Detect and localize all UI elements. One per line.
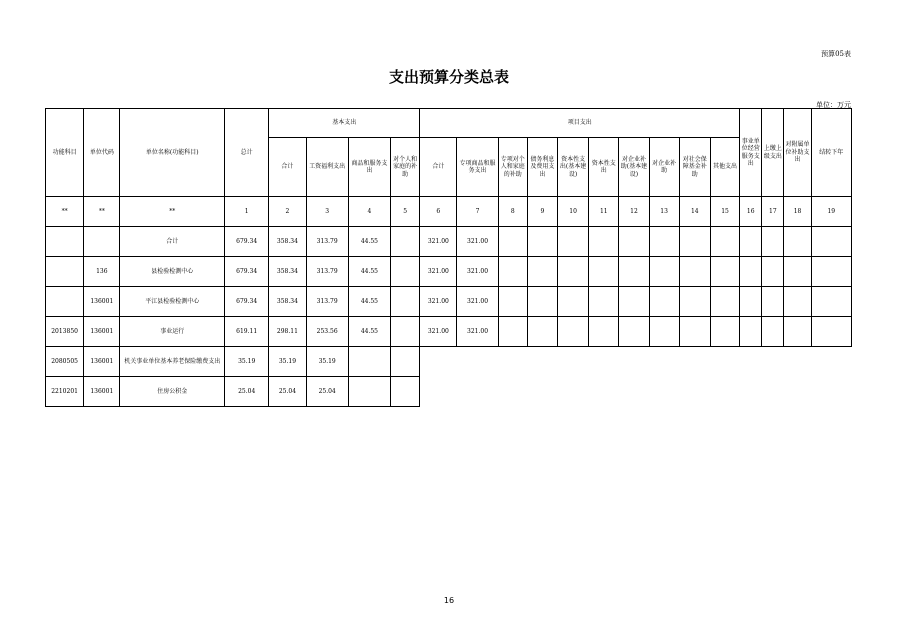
index-row	[46, 197, 852, 227]
header-total: 总计	[225, 109, 269, 197]
index-cell: 8	[498, 197, 527, 227]
empty-cell	[649, 227, 679, 257]
index-cell: 12	[619, 197, 649, 227]
wage-cell: 313.79	[306, 287, 348, 317]
project-goods-cell: 321.00	[457, 227, 498, 257]
unit-code-cell: 136001	[84, 317, 120, 347]
header-project-debt: 债务利息及费用支出	[527, 138, 557, 197]
project-total-cell: 321.00	[420, 287, 457, 317]
func-subject-cell: 2210201	[46, 377, 84, 407]
index-cell: **	[46, 197, 84, 227]
project-goods-cell: 321.00	[457, 287, 498, 317]
goods-cell: 44.55	[348, 287, 390, 317]
unit-name-cell: 合计	[120, 227, 225, 257]
empty-cell	[498, 257, 527, 287]
project-goods-cell: 321.00	[457, 317, 498, 347]
index-cell: 17	[762, 197, 784, 227]
empty-cell	[679, 317, 710, 347]
index-cell: 13	[649, 197, 679, 227]
header-unit-name: 单位名称(功能科目)	[120, 109, 225, 197]
header-basic-wage: 工资福利支出	[306, 138, 348, 197]
header-project-personal: 专项对个人和家庭的补助	[498, 138, 527, 197]
func-subject-cell	[46, 287, 84, 317]
empty-cell	[391, 227, 420, 257]
empty-cell	[710, 257, 739, 287]
empty-cell	[619, 227, 649, 257]
index-cell: 6	[420, 197, 457, 227]
empty-cell	[740, 257, 762, 287]
table-row	[46, 347, 852, 377]
func-subject-cell: 2080505	[46, 347, 84, 377]
empty-cell	[457, 347, 498, 377]
empty-cell	[527, 317, 557, 347]
project-total-cell: 321.00	[420, 257, 457, 287]
empty-cell	[619, 287, 649, 317]
func-subject-cell: 2013850	[46, 317, 84, 347]
empty-cell	[811, 317, 851, 347]
empty-cell	[762, 227, 784, 257]
goods-cell	[348, 347, 390, 377]
header-biz-op: 事业单位经营服务支出	[740, 109, 762, 197]
basic-total-cell: 25.04	[269, 377, 306, 407]
total-cell: 35.19	[225, 347, 269, 377]
empty-cell	[391, 257, 420, 287]
unit-name-cell: 事业运行	[120, 317, 225, 347]
empty-cell	[498, 287, 527, 317]
empty-cell	[710, 287, 739, 317]
basic-total-cell: 298.11	[269, 317, 306, 347]
empty-cell	[740, 317, 762, 347]
unit-code-cell: 136001	[84, 287, 120, 317]
empty-cell	[619, 257, 649, 287]
header-upper: 上缴上级支出	[762, 109, 784, 197]
empty-cell	[558, 317, 589, 347]
goods-cell	[348, 377, 390, 407]
header-func-subject: 功能科目	[46, 109, 84, 197]
index-cell: 19	[811, 197, 851, 227]
empty-cell	[649, 257, 679, 287]
header-row-top	[46, 109, 852, 138]
table-row	[46, 227, 852, 257]
empty-cell	[391, 377, 420, 407]
unit-code-cell: 136	[84, 257, 120, 287]
empty-cell	[679, 227, 710, 257]
header-project: 项目支出	[420, 109, 740, 138]
index-cell: **	[84, 197, 120, 227]
header-project-capital-build: 资本性支出(基本建设)	[558, 138, 589, 197]
empty-cell	[391, 347, 420, 377]
header-basic-total: 合计	[269, 138, 306, 197]
empty-cell	[589, 287, 619, 317]
empty-cell	[527, 257, 557, 287]
header-project-capital: 资本性支出	[589, 138, 619, 197]
project-total-cell: 321.00	[420, 317, 457, 347]
index-cell: 7	[457, 197, 498, 227]
total-cell: 25.04	[225, 377, 269, 407]
empty-cell	[391, 317, 420, 347]
wage-cell: 253.56	[306, 317, 348, 347]
empty-cell	[589, 257, 619, 287]
form-number: 预算05表	[821, 50, 851, 58]
table-row	[46, 377, 852, 407]
total-cell: 679.34	[225, 287, 269, 317]
empty-cell	[762, 317, 784, 347]
goods-cell: 44.55	[348, 317, 390, 347]
func-subject-cell	[46, 257, 84, 287]
empty-cell	[811, 257, 851, 287]
header-project-enterprise-build: 对企业补助(基本建设)	[619, 138, 649, 197]
unit-name-cell: 机关事业单位基本养老保险缴费支出	[120, 347, 225, 377]
index-cell: 9	[527, 197, 557, 227]
empty-cell	[527, 227, 557, 257]
empty-cell	[558, 257, 589, 287]
index-cell: 2	[269, 197, 306, 227]
empty-cell	[784, 257, 811, 287]
empty-cell	[589, 227, 619, 257]
empty-cell	[498, 227, 527, 257]
index-cell: 15	[710, 197, 739, 227]
index-cell: 3	[306, 197, 348, 227]
empty-cell	[558, 287, 589, 317]
header-basic-goods: 商品和服务支出	[348, 138, 390, 197]
empty-cell	[527, 287, 557, 317]
total-cell: 679.34	[225, 227, 269, 257]
empty-cell	[740, 227, 762, 257]
unit-label: 单位：万元	[816, 101, 851, 109]
index-cell: 11	[589, 197, 619, 227]
empty-cell	[762, 287, 784, 317]
project-total-cell: 321.00	[420, 227, 457, 257]
header-carry: 结转下年	[811, 109, 851, 197]
header-subord: 对附属单位补助支出	[784, 109, 811, 197]
header-project-goods: 专项商品和服务支出	[457, 138, 498, 197]
header-project-social-fund: 对社会保障基金补助	[679, 138, 710, 197]
index-cell: **	[120, 197, 225, 227]
empty-cell	[649, 317, 679, 347]
header-project-other: 其他支出	[710, 138, 739, 197]
index-cell: 16	[740, 197, 762, 227]
empty-cell	[649, 287, 679, 317]
empty-cell	[619, 317, 649, 347]
empty-cell	[498, 317, 527, 347]
basic-total-cell: 358.34	[269, 287, 306, 317]
header-basic: 基本支出	[269, 109, 420, 138]
table-row	[46, 317, 852, 347]
unit-name-cell: 县检验检测中心	[120, 257, 225, 287]
goods-cell: 44.55	[348, 257, 390, 287]
unit-name-cell: 住房公积金	[120, 377, 225, 407]
header-project-enterprise: 对企业补助	[649, 138, 679, 197]
index-cell: 14	[679, 197, 710, 227]
header-basic-personal: 对个人和家庭的补助	[391, 138, 420, 197]
empty-cell	[679, 287, 710, 317]
total-cell: 619.11	[225, 317, 269, 347]
basic-total-cell: 358.34	[269, 257, 306, 287]
project-goods-cell: 321.00	[457, 257, 498, 287]
goods-cell: 44.55	[348, 227, 390, 257]
empty-cell	[811, 227, 851, 257]
index-cell: 18	[784, 197, 811, 227]
basic-total-cell: 358.34	[269, 227, 306, 257]
empty-cell	[558, 227, 589, 257]
empty-cell	[762, 257, 784, 287]
header-project-total: 合计	[420, 138, 457, 197]
empty-cell	[420, 347, 457, 377]
func-subject-cell	[46, 227, 84, 257]
empty-cell	[589, 317, 619, 347]
empty-cell	[710, 317, 739, 347]
wage-cell: 313.79	[306, 227, 348, 257]
empty-cell	[710, 227, 739, 257]
empty-cell	[784, 317, 811, 347]
unit-code-cell: 136001	[84, 377, 120, 407]
page-title: 支出预算分类总表	[388, 68, 509, 86]
budget-table	[45, 108, 852, 407]
wage-cell: 25.04	[306, 377, 348, 407]
index-cell: 5	[391, 197, 420, 227]
empty-cell	[784, 227, 811, 257]
wage-cell: 313.79	[306, 257, 348, 287]
index-cell: 4	[348, 197, 390, 227]
unit-name-cell: 平江县检验检测中心	[120, 287, 225, 317]
index-cell: 10	[558, 197, 589, 227]
index-cell: 1	[225, 197, 269, 227]
empty-cell	[784, 287, 811, 317]
header-unit-code: 单位代码	[84, 109, 120, 197]
table-row	[46, 287, 852, 317]
empty-cell	[391, 287, 420, 317]
total-cell: 679.34	[225, 257, 269, 287]
unit-code-cell: 136001	[84, 347, 120, 377]
basic-total-cell: 35.19	[269, 347, 306, 377]
wage-cell: 35.19	[306, 347, 348, 377]
empty-cell	[740, 287, 762, 317]
page-number: 16	[443, 596, 455, 605]
empty-cell	[679, 257, 710, 287]
unit-code-cell	[84, 227, 120, 257]
empty-cell	[811, 287, 851, 317]
table-row	[46, 257, 852, 287]
